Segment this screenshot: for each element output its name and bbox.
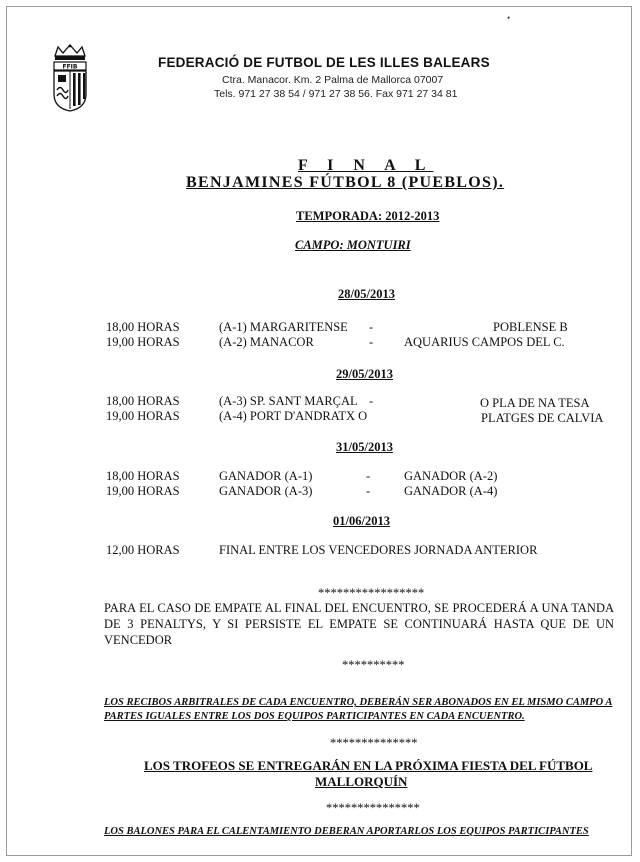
match-time: 12,00 HORAS xyxy=(106,543,180,557)
competition-title: BENJAMINES FÚTBOL 8 (PUEBLOS). xyxy=(186,174,505,191)
final-description: FINAL ENTRE LOS VENCEDORES JORNADA ANTERIOR xyxy=(219,543,538,557)
date-day1: 28/05/2013 xyxy=(338,287,395,301)
match-separator: - xyxy=(366,469,371,483)
referee-note-line2: PARTES IGUALES ENTRE LOS DOS EQUIPOS PARTICIPANTES EN CADA ENCUENTRO. xyxy=(104,711,525,722)
match-away-team: AQUARIUS CAMPOS DEL C. xyxy=(404,335,565,349)
match-time: 19,00 HORAS xyxy=(106,484,180,498)
match-time: 19,00 HORAS xyxy=(106,335,180,349)
org-phones: Tels. 971 27 38 54 / 971 27 38 56. Fax 971 27 34 81 xyxy=(214,88,458,100)
ffib-crest-logo xyxy=(50,44,90,112)
match-time: 18,00 HORAS xyxy=(106,394,180,408)
match-separator: - xyxy=(369,335,374,349)
match-away-team: POBLENSE B xyxy=(493,320,568,334)
separator-stars: ************** xyxy=(330,736,418,750)
field-label: CAMPO: MONTUIRI xyxy=(295,238,411,252)
match-away-team: PLATGES DE CALVIA xyxy=(481,411,604,425)
scan-mark: • xyxy=(507,13,511,23)
match-home-team: GANADOR (A-3) xyxy=(219,484,313,498)
match-home-team: (A-3) SP. SANT MARÇAL xyxy=(219,394,358,408)
season-label: TEMPORADA: 2012-2013 xyxy=(296,209,440,223)
match-home-team: (A-4) PORT D'ANDRATX O xyxy=(219,409,368,423)
match-home-team: (A-2) MANACOR xyxy=(219,335,314,349)
match-home-team: (A-1) MARGARITENSE xyxy=(219,320,348,334)
match-time: 18,00 HORAS xyxy=(106,469,180,483)
separator-stars: ***************** xyxy=(318,586,425,600)
date-day2: 29/05/2013 xyxy=(336,367,393,381)
referee-note-line1: LOS RECIBOS ARBITRALES DE CADA ENCUENTRO, DEBERÁN SER ABONADOS EN EL MISMO CAMPO A xyxy=(104,697,613,708)
separator-stars: ********** xyxy=(342,658,405,672)
match-time: 18,00 HORAS xyxy=(106,320,180,334)
match-away-team: GANADOR (A-2) xyxy=(404,469,498,483)
final-heading: F I N A L xyxy=(298,157,434,174)
match-separator: - xyxy=(366,484,371,498)
org-name: FEDERACIÓ DE FUTBOL DE LES ILLES BALEARS xyxy=(158,55,490,70)
match-separator: - xyxy=(369,394,374,408)
crown-icon xyxy=(55,45,85,60)
date-day3: 31/05/2013 xyxy=(336,440,393,454)
org-address: Ctra. Manacor. Km. 2 Palma de Mallorca 07007 xyxy=(222,74,444,86)
balls-note: LOS BALONES PARA EL CALENTAMIENTO DEBERAN APORTARLOS LOS EQUIPOS PARTICIPANTES xyxy=(104,826,589,837)
shield-icon xyxy=(54,71,86,111)
trophies-note-line2: MALLORQUÍN xyxy=(315,774,408,789)
separator-stars: *************** xyxy=(326,801,420,815)
page-frame xyxy=(6,6,632,856)
trophies-note-line1: LOS TROFEOS SE ENTREGARÁN EN LA PRÓXIMA FIESTA DEL FÚTBOL xyxy=(144,758,593,773)
tiebreak-note: PARA EL CASO DE EMPATE AL FINAL DEL ENCUENTRO, SE PROCEDERÁ A UNA TANDA DE 3 PENALTYS, Y SI PERSISTE EL EMPATE SE CONTINUARÁ HASTA QUE DE UN VENCEDOR xyxy=(104,601,614,647)
match-separator: - xyxy=(369,320,374,334)
match-home-team: GANADOR (A-1) xyxy=(219,469,313,483)
date-day4: 01/06/2013 xyxy=(333,514,390,528)
match-away-team: O PLA DE NA TESA xyxy=(480,396,590,410)
crest-label: FFIB xyxy=(62,63,78,71)
match-away-team: GANADOR (A-4) xyxy=(404,484,498,498)
match-time: 19,00 HORAS xyxy=(106,409,180,423)
